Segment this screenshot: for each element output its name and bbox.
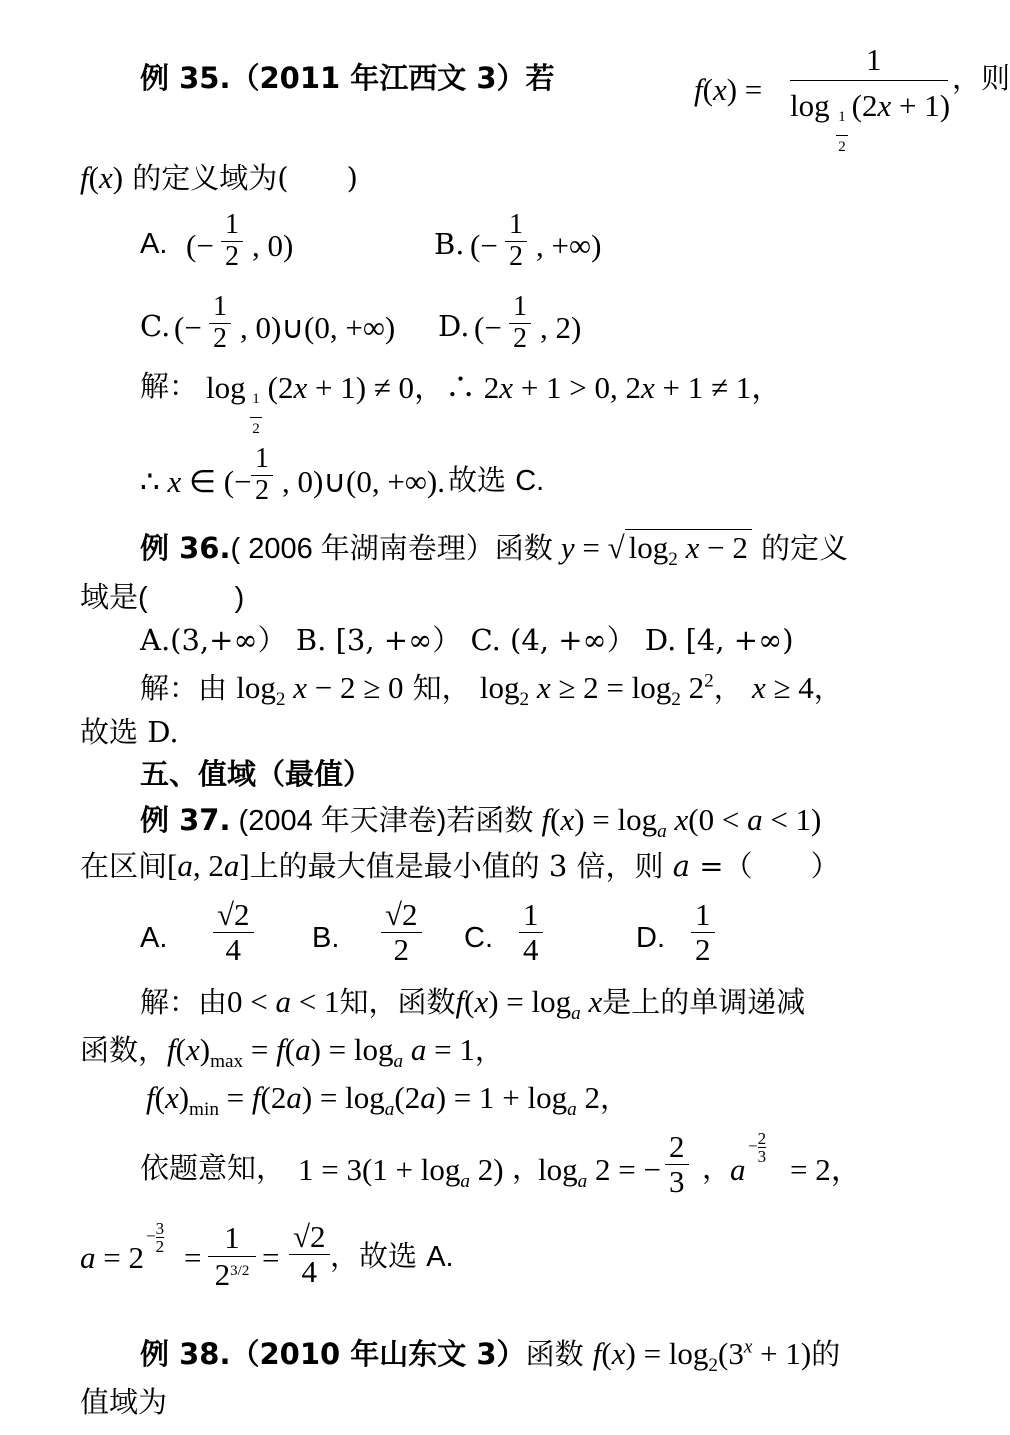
example-37-options: A. √2 4 B. √2 2 C. 1 4 D. 1 2 — [140, 898, 860, 980]
example-35-heading: 例 35.（2011 年江西文 3）若 — [140, 61, 555, 95]
example-37-solution-5: a = 2 − $\frac{3}{2}$ = 1 $2^{3/2}$ = √2 4 ，故选 A. — [80, 1219, 454, 1292]
example-38-heading: 例 38.（2010 年山东文 3） — [140, 1337, 526, 1371]
example-36-solution-2: 故选 D. — [80, 715, 179, 749]
example-37-line-2: 在区间[a, 2a]上的最大值是最小值的 3 倍，则 a =（ ） — [80, 848, 840, 883]
example-35-solution-1: 解： log 1 2 (2x + 1) ≠ 0，∴ 2x + 1 > 0, 2x + 1 ≠ 1， — [140, 369, 783, 437]
example-35-solution-2: ∴ x ∈ (− 1 2 , 0)∪(0, +∞). 故选 C. — [140, 443, 545, 506]
example-37-heading: 例 37. — [140, 803, 231, 837]
fraction-bar — [790, 80, 948, 81]
example-38-line-1: 例 38.（2010 年山东文 3）函数 $f(x) = \log_2(3^x + 1)$的 — [140, 1336, 841, 1377]
example-35-fraction: f(x) = 1 log 1 2 (2x + 1) — [694, 42, 951, 155]
example-35-line-1 — [140, 42, 1010, 156]
example-36-solution-1: 解：由 $\log_2 x - 2 \ge 0$ 知， $\log_2 x \ge 2 = \log_2 2^2$， x ≥ 4， — [140, 670, 843, 711]
example-35-options-cd: C. (− 1 2 , 0)∪(0, +∞) D. (− 1 2 , 2) — [140, 291, 582, 354]
example-36-options: A.(3,+∞） B. [3, +∞） C. (4, +∞） D. [4, +∞) — [140, 623, 794, 657]
fraction-numerator: 1 — [866, 42, 882, 77]
example-36-heading: 例 36. — [140, 531, 231, 565]
example-36-line-2: 域是( ) — [80, 582, 245, 614]
example-37-solution-3: $f(x)_{min} = f(2a) = \log_a(2a) = 1 + \log_a 2$， — [146, 1080, 629, 1121]
example-37-solution-4: 依题意知， $1 = 3(1 + \log_a 2)$ ， $\log_a 2$ = − 2 3 ， a − $\frac{2}{3}$ = 2， — [140, 1129, 862, 1200]
example-37-line-1: 例 37. (2004 年天津卷)若函数 $f(x) = \log_a x(0 < a < 1)$ — [140, 802, 822, 843]
example-38-line-2: 值域为 — [80, 1385, 168, 1419]
example-37-solution-2: 函数，$f(x)_{max} = f(a) = \log_a a = 1$， — [80, 1032, 504, 1073]
example-37-solution-1: 解：由0 < a < 1知，函数$f(x) = \log_a x$是上的单调递减 — [140, 984, 806, 1025]
example-36-line-1: 例 36.( 2006 年湖南卷理）函数 y = √ $\log_2 x - 2$ 的定义 — [140, 530, 849, 571]
fraction-denominator: log 1 2 (2x + 1) — [790, 88, 951, 155]
example-35-tail: ，则 — [952, 61, 1010, 95]
section-5-heading: 五、值域（最值） — [140, 757, 373, 791]
example-35-options-ab: A. (− 1 2 , 0) B. (− 1 2 , +∞) — [140, 209, 602, 272]
example-35-question-line-2: f(x) 的定义域为( ) — [80, 160, 358, 195]
